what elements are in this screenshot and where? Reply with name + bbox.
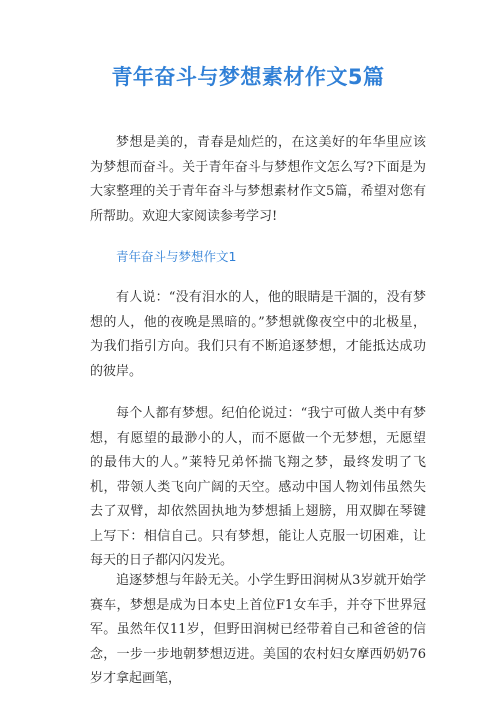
body-paragraph-2: 每个人都有梦想。纪伯伦说过：“我宁可做人类中有梦想，有愿望的最渺小的人，而不愿做一个无梦想，无愿望的最伟大的人。”莱特兄弟怀揣飞翔之梦，最终发明了飞机，带领人类飞向广阔的天空。感动中国人物刘伟虽然失去了双臂，却依然固执地为梦想插上翅膀，用双脚在琴键上写下：相信自己。只有梦想，能让人克服一切困难，让每天的日子都闪闪发光。	[90, 406, 426, 568]
document-title: 青年奋斗与梦想素材作文5篇	[111, 65, 385, 89]
intro-paragraph: 梦想是美的，青春是灿烂的，在这美好的年华里应该为梦想而奋斗。关于青年奋斗与梦想作文怎么写?下面是为大家整理的关于青年奋斗与梦想素材作文5篇，希望对您有所帮助。欢迎大家阅读参考学习!	[90, 135, 426, 224]
body-paragraph-3: 追逐梦想与年龄无关。小学生野田润树从3岁就开始学赛车，梦想是成为日本史上首位F1女车手，并夺下世界冠军。虽然年仅11岁，但野田润树已经带着自己和爸爸的信念，一步一步地朝梦想迈进。美国的农村妇女摩西奶奶76岁才拿起画笔，	[90, 573, 426, 686]
body-paragraph-1: 有人说：“没有泪水的人，他的眼睛是干涸的，没有梦想的人，他的夜晚是黑暗的。”梦想就像夜空中的北极星，为我们指引方向。我们只有不断追逐梦想，才能抵达成功的彼岸。	[90, 290, 426, 379]
section-heading: 青年奋斗与梦想作文1	[116, 249, 237, 264]
